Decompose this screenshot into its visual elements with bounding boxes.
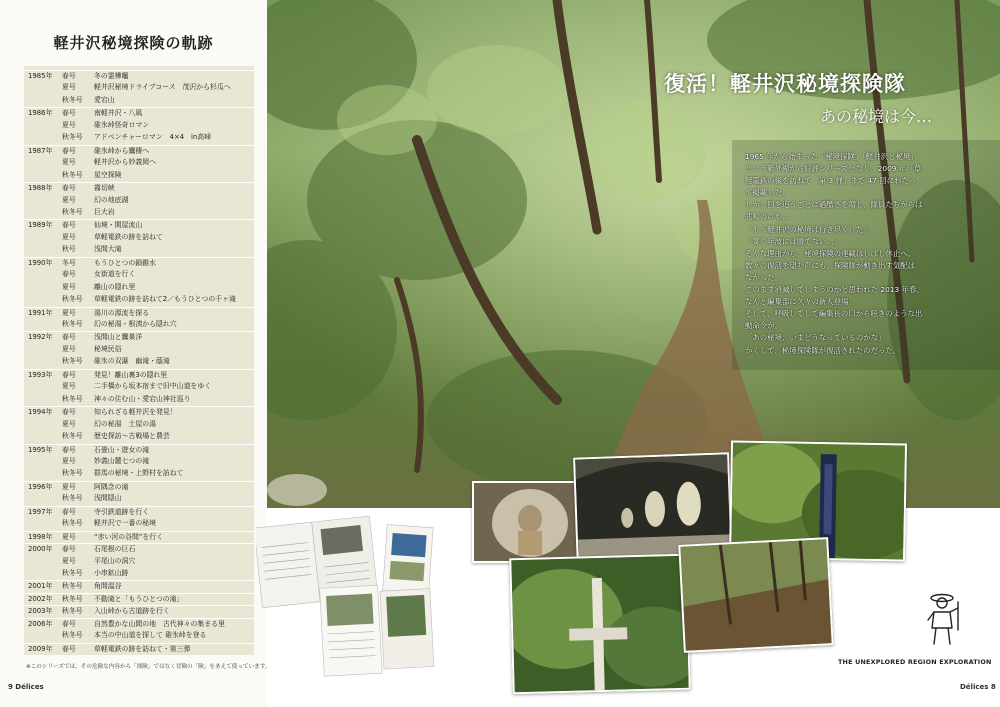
row-season: 秋冬号 bbox=[62, 594, 83, 603]
row-title: 湯川の源流を探る bbox=[94, 308, 150, 317]
row-season: 春号 bbox=[62, 146, 76, 155]
row-title: 知られざる軽井沢を発見！ bbox=[94, 408, 177, 417]
row-season: 春号 bbox=[62, 445, 76, 454]
row-season: 夏号 bbox=[62, 382, 76, 391]
history-row bbox=[24, 232, 254, 243]
row-title: 星空探険 bbox=[94, 170, 122, 179]
row-title: 石畳山・遊女の滝 bbox=[94, 445, 150, 454]
row-title: 二手橋から坂本宿まで旧中山道をゆく bbox=[94, 382, 212, 391]
row-season: 夏号 bbox=[62, 282, 76, 291]
row-title: 不動滝と「もうひとつの滝」 bbox=[94, 594, 184, 603]
row-year: 1992年 bbox=[28, 333, 53, 342]
row-year: 1989年 bbox=[28, 221, 53, 230]
headline: 復活！軽井沢秘境探険隊 bbox=[664, 72, 906, 96]
history-row bbox=[24, 419, 254, 430]
row-title: 幻の地底湖 bbox=[94, 195, 129, 204]
row-season: 秋冬号 bbox=[62, 320, 83, 328]
body-line: なかった。 bbox=[745, 272, 782, 282]
row-year: 2000年 bbox=[28, 545, 53, 554]
row-season: 夏号 bbox=[62, 308, 76, 317]
row-season: 夏号 bbox=[62, 83, 76, 92]
row-season: 秋冬号 bbox=[62, 469, 83, 478]
history-row bbox=[24, 369, 254, 381]
row-title: 本当の中山道を探して 碓氷峠を登る bbox=[94, 631, 207, 640]
issue-history-list bbox=[24, 66, 254, 655]
row-title: 離山の隠れ里 bbox=[94, 282, 136, 291]
history-row bbox=[24, 257, 254, 269]
row-season: 春号 bbox=[62, 333, 76, 342]
row-season: 夏号 bbox=[62, 419, 76, 428]
row-season: 春号 bbox=[62, 408, 76, 417]
history-row bbox=[24, 219, 254, 231]
body-line: て掲載した。 bbox=[745, 188, 790, 198]
row-season: 秋冬号 bbox=[62, 569, 83, 577]
row-year: 2006年 bbox=[28, 619, 53, 628]
row-season: 冬号 bbox=[62, 258, 76, 267]
history-row bbox=[24, 444, 254, 456]
history-row bbox=[24, 518, 254, 529]
row-title: 小串鉱山跡 bbox=[94, 569, 129, 577]
row-title: 入山峠から古道跡を行く bbox=[94, 607, 170, 616]
row-season: 秋冬号 bbox=[62, 631, 83, 640]
row-season: 春号 bbox=[62, 370, 76, 379]
row-title: 自然豊かな山間の地 古代神々の集まる里 bbox=[94, 619, 225, 628]
history-row bbox=[24, 493, 254, 504]
history-row bbox=[24, 394, 254, 405]
history-row bbox=[24, 195, 254, 206]
row-title: 歴史探訪～古戦場と農芸 bbox=[94, 432, 170, 441]
row-title: 群馬の秘境・上野村を訪ねて bbox=[94, 469, 184, 478]
history-row bbox=[24, 381, 254, 392]
body-line: そんな理由から、秘境探険の連載はしばし休止へ。 bbox=[745, 248, 915, 258]
row-title: 巨大岩 bbox=[94, 207, 115, 216]
history-row bbox=[24, 120, 254, 131]
row-title: 仙境・閑屋流山 bbox=[94, 221, 143, 230]
row-title: 南軽井沢・八風 bbox=[94, 109, 143, 118]
row-season: 春号 bbox=[62, 270, 76, 279]
row-year: 1987年 bbox=[28, 146, 53, 155]
body-line: かくして、秘境探険隊が復活されたのだった。 bbox=[745, 345, 901, 355]
subheadline: あの秘境は今… bbox=[820, 107, 933, 126]
row-year: 1998年 bbox=[28, 532, 53, 541]
row-year: 1986年 bbox=[28, 109, 53, 118]
row-title: 軽井沢から妙義岡へ bbox=[94, 158, 157, 167]
row-year: 1994年 bbox=[28, 408, 53, 417]
row-season: 夏号 bbox=[62, 482, 76, 491]
row-season: 秋冬号 bbox=[62, 494, 83, 503]
history-row bbox=[24, 630, 254, 641]
history-row bbox=[24, 269, 254, 280]
row-title: 寺引鉄道跡を行く bbox=[94, 507, 150, 516]
row-season: 秋冬号 bbox=[62, 295, 83, 304]
row-title: もうひとつの鎖錐水 bbox=[94, 258, 156, 267]
body-line: 1965 年から始まった「秘境探険」「軽井沢と秘境」 bbox=[745, 152, 918, 161]
row-year: 2009年 bbox=[28, 644, 53, 653]
history-row bbox=[24, 481, 254, 493]
history-row bbox=[24, 618, 254, 630]
history-row bbox=[24, 132, 254, 143]
row-season: 春号 bbox=[62, 109, 76, 118]
row-year: 1996年 bbox=[28, 482, 53, 491]
row-season: 秋冬号 bbox=[62, 432, 83, 441]
page-number-left: 9 Délices bbox=[8, 683, 44, 691]
row-season: 春号 bbox=[62, 72, 76, 80]
row-season: 夏号 bbox=[62, 456, 76, 465]
row-title: 石尾根の巨石 bbox=[94, 545, 136, 554]
history-row bbox=[24, 145, 254, 157]
row-title: 冬の霊樺竈 bbox=[94, 72, 129, 80]
row-title: 発見！離山裏3の隠れ里 bbox=[94, 370, 168, 379]
history-row bbox=[24, 331, 254, 343]
row-title: 浅間山と鷹巣洋 bbox=[94, 333, 143, 342]
row-title: 女街道を行く bbox=[94, 270, 136, 279]
history-row bbox=[24, 531, 254, 543]
history-row bbox=[24, 543, 254, 555]
row-season: 秋冬号 bbox=[62, 519, 83, 528]
magazine-clippings bbox=[256, 512, 436, 677]
row-title: 碓氷峠怪奇ロマン bbox=[94, 120, 150, 129]
row-title: 浅間隠山 bbox=[94, 494, 122, 503]
row-season: 春号 bbox=[62, 545, 76, 554]
row-season: 秋号 bbox=[62, 245, 76, 254]
history-row bbox=[24, 556, 254, 567]
history-row bbox=[24, 580, 254, 592]
history-row bbox=[24, 506, 254, 518]
stone-buddha-photo bbox=[472, 481, 588, 563]
left-page bbox=[0, 0, 271, 707]
history-row bbox=[24, 294, 254, 305]
row-year: 1995年 bbox=[28, 445, 53, 454]
series-tagline: THE UNEXPLORED REGION EXPLORATION bbox=[838, 658, 992, 666]
row-title: 軽井沢で一番の秘境 bbox=[94, 519, 157, 528]
row-season: 秋冬号 bbox=[62, 394, 83, 403]
row-title: “赤い河の谷間”を行く bbox=[94, 532, 164, 541]
history-row bbox=[24, 344, 254, 355]
body-line: 数々の復活を望む声にも、探険隊が動き出す気配は bbox=[745, 260, 915, 270]
row-season: 夏号 bbox=[62, 120, 76, 129]
history-row bbox=[24, 406, 254, 418]
row-season: 夏号 bbox=[62, 158, 76, 167]
body-line: なんと編集部に久々の新人登場。 bbox=[745, 297, 856, 307]
row-title: 草軽電鉄の跡を訪ねて・第三弾 bbox=[94, 644, 191, 653]
history-row bbox=[24, 593, 254, 605]
row-season: 春号 bbox=[62, 644, 76, 653]
body-line: 「あの秘境、いまどうなっているのかな」 bbox=[745, 333, 886, 343]
row-year: 1997年 bbox=[28, 507, 53, 516]
row-season: 春号 bbox=[62, 507, 76, 516]
row-year: 1990年 bbox=[28, 258, 53, 267]
row-year: 1991年 bbox=[28, 308, 53, 317]
row-title: 平尾山の洞穴 bbox=[94, 556, 136, 565]
body-line: 「もう軽井沢の秘境は行き尽くした」 bbox=[745, 224, 871, 234]
row-season: 夏号 bbox=[62, 232, 76, 241]
row-season: 春号 bbox=[62, 619, 76, 628]
row-season: 秋冬号 bbox=[62, 607, 83, 616]
row-title: 草軽電鉄の跡を訪ねて bbox=[94, 232, 163, 241]
row-year: 2001年 bbox=[28, 582, 53, 591]
row-season: 夏号 bbox=[62, 195, 76, 204]
row-title: 霧切峡 bbox=[94, 184, 115, 193]
row-title: 秘境民俗 bbox=[94, 344, 122, 353]
body-line: 「寄る年波には勝てない…」 bbox=[745, 236, 842, 246]
body-line: 動命令が。 bbox=[745, 321, 782, 331]
row-title: 碓氷峠から鷹棲へ bbox=[94, 146, 150, 155]
history-row bbox=[24, 82, 254, 93]
row-year: 1988年 bbox=[28, 184, 53, 193]
row-title: 幻の秘湯・根洟から隠れ穴 bbox=[94, 320, 177, 328]
row-season: 秋冬号 bbox=[62, 207, 83, 216]
history-row bbox=[24, 307, 254, 319]
history-row bbox=[24, 157, 254, 168]
row-season: 秋冬号 bbox=[62, 133, 83, 142]
history-row bbox=[24, 207, 254, 218]
row-year: 2003年 bbox=[28, 607, 53, 616]
history-row bbox=[24, 456, 254, 467]
body-line: 軽電鉄の後を訪ねて 第 3 弾」まで 47 回にわたっ bbox=[745, 176, 917, 186]
row-season: 春号 bbox=[62, 184, 76, 193]
row-season: 秋冬号 bbox=[62, 95, 83, 104]
history-row bbox=[24, 107, 254, 119]
row-season: 秋冬号 bbox=[62, 170, 83, 179]
history-row bbox=[24, 182, 254, 194]
row-title: 幻の秘湯 土屋の湯 bbox=[94, 419, 157, 428]
row-season: 夏号 bbox=[62, 532, 76, 541]
row-season: 夏号 bbox=[62, 344, 76, 353]
body-line: 悲鳴の声も… bbox=[745, 212, 790, 222]
history-row bbox=[24, 70, 254, 82]
row-year: 2002年 bbox=[28, 594, 53, 603]
row-title: アドベンチャーロマン 4×4 in高峰 bbox=[94, 133, 212, 142]
history-row bbox=[24, 356, 254, 367]
article-body bbox=[745, 151, 970, 357]
page-number-right: Délices 8 bbox=[960, 683, 996, 691]
row-year: 1993年 bbox=[28, 370, 53, 379]
explorer-icon bbox=[920, 590, 964, 650]
history-row bbox=[24, 282, 254, 293]
row-title: 軽井沢秘境ドライブコース 茂沢から杉瓜へ bbox=[94, 83, 231, 92]
body-line: という紫外線から好評シリーズとなり、2009 年「草 bbox=[745, 164, 921, 174]
wooden-sign-photo bbox=[509, 554, 690, 695]
history-row bbox=[24, 431, 254, 442]
row-title: 碓氷の双瀑 幽滝・蔭滝 bbox=[94, 357, 170, 366]
row-title: 阿隅念の滝 bbox=[94, 482, 129, 491]
history-row bbox=[24, 643, 254, 655]
row-title: 愛宕山 bbox=[94, 95, 115, 104]
body-line: そして、呼吸してして編集長の口から呟きのような出 bbox=[745, 309, 923, 319]
body-line: しかし回を追うごとに過酷さを増し、隊員たちからは bbox=[745, 200, 923, 210]
history-row bbox=[24, 170, 254, 181]
row-title: 角間温谷 bbox=[94, 582, 122, 591]
history-row bbox=[24, 468, 254, 479]
row-title: 神々の住む山・愛宕山神社巡り bbox=[94, 394, 191, 403]
history-row bbox=[24, 319, 254, 330]
row-title: 妙義山麓七つの滝 bbox=[94, 456, 150, 465]
history-row bbox=[24, 244, 254, 255]
row-season: 秋冬号 bbox=[62, 357, 83, 366]
history-row bbox=[24, 95, 254, 106]
row-season: 秋冬号 bbox=[62, 582, 83, 591]
row-title: 浅間大滝 bbox=[94, 245, 122, 254]
list-title: 軽井沢秘境探険の軌跡 bbox=[53, 34, 214, 52]
row-season: 夏号 bbox=[62, 556, 76, 565]
history-row bbox=[24, 568, 254, 579]
history-row bbox=[24, 605, 254, 617]
row-title: 草軽電鉄の跡を訪ねて2／もうひとつの千ヶ滝 bbox=[94, 295, 236, 304]
row-season: 春号 bbox=[62, 221, 76, 230]
footnote: ※このシリーズでは、その危険な内容から「探険」ではなく冒険の「険」をあえて使っています。 bbox=[26, 664, 271, 670]
forest-slope-photo bbox=[678, 537, 833, 653]
row-year: 1985年 bbox=[28, 72, 53, 80]
body-line: このまま消滅してしまうのかと思われた 2013 年春、 bbox=[745, 285, 924, 295]
